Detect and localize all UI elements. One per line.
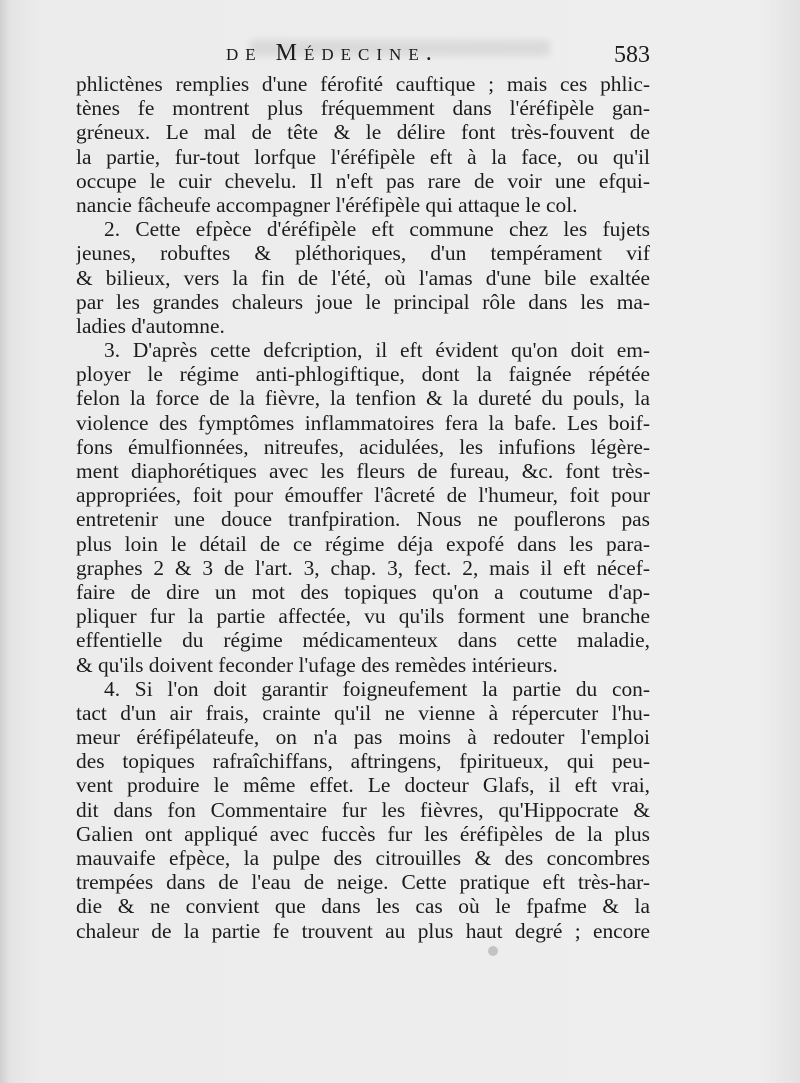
text-line: occupe le cuir chevelu. Il n'eft pas rare de voir une efqui-: [76, 168, 650, 193]
text-line: pliquer fur la partie affectée, vu qu'ils forment une branche: [76, 604, 650, 629]
text-line: tènes fe montrent plus fréquemment dans l'éréfipèle gan-: [76, 96, 650, 121]
text-line: ployer le régime anti-phlogiftique, dont la faignée répétée: [76, 362, 650, 387]
text-line: mauvaife efpèce, la pulpe des citrouilles & des concombres: [76, 846, 650, 870]
text-line: graphes 2 & 3 de l'art. 3, chap. 3, fect. 2, mais il eft nécef-: [76, 555, 650, 580]
page-number: 583: [614, 42, 650, 68]
text-line: gréneux. Le mal de tête & le délire font très-fouvent de: [76, 120, 650, 145]
text-line: tact d'un air frais, crainte qu'il ne vienne à répercuter l'hu-: [76, 700, 650, 725]
running-title: de Médecine.: [226, 40, 439, 66]
text-line: chaleur de la partie fe trouvent au plus haut degré ; encore: [76, 918, 650, 943]
text-line: fons émulfionnées, nitreufes, acidulées, les infufions légère-: [76, 434, 650, 459]
text-line: Galien ont appliqué avec fuccès fur les éréfipèles de la plus: [76, 821, 650, 846]
text-line: & bilieux, vers la fin de l'été, où l'amas d'une bile exaltée: [76, 265, 650, 290]
text-line: 2. Cette efpèce d'éréfipèle eft commune chez les fujets: [104, 217, 650, 242]
text-line: effentielle du régime médicamenteux dans cette maladie,: [76, 628, 650, 653]
text-line: nancie fâcheufe accompagner l'éréfipèle qui attaque le col.: [76, 192, 578, 217]
text-line: plus loin le détail de ce régime déja expofé dans les para-: [76, 531, 650, 556]
text-line: phlictènes remplies d'une férofité cauftique ; mais ces phlic-: [76, 72, 650, 96]
text-line: dit dans fon Commentaire fur les fièvres, qu'Hippocrate &: [76, 797, 650, 822]
text-line: felon la force de la fièvre, la tenfion & la dureté du pouls, la: [76, 386, 650, 411]
text-line: par les grandes chaleurs joue le principal rôle dans les ma-: [76, 289, 650, 314]
body-text: [76, 72, 650, 943]
running-head: [76, 40, 650, 72]
text-line: 4. Si l'on doit garantir foigneufement la partie du con-: [104, 676, 650, 701]
text-line: die & ne convient que dans les cas où le fpafme & la: [76, 894, 650, 919]
text-line: vent produire le même effet. Le docteur Glafs, il eft vrai,: [76, 773, 650, 798]
text-line: ment diaphorétiques avec les fleurs de fureau, &c. font très-: [76, 459, 650, 483]
text-line: & qu'ils doivent feconder l'ufage des remèdes intérieurs.: [76, 652, 558, 677]
text-line: ladies d'automne.: [76, 313, 225, 338]
paper-spot: [488, 946, 498, 956]
text-line: faire de dire un mot des topiques qu'on a coutume d'ap-: [76, 579, 650, 604]
text-line: trempées dans de l'eau de neige. Cette pratique eft très-har-: [76, 870, 650, 895]
text-line: entretenir une douce tranfpiration. Nous ne pouflerons pas: [76, 507, 650, 532]
text-line: jeunes, robuftes & pléthoriques, d'un tempérament vif: [76, 241, 650, 266]
text-line: violence des fymptômes inflammatoires fera la bafe. Les boif-: [76, 410, 650, 435]
text-line: la partie, fur-tout lorfque l'éréfipèle eft à la face, ou qu'il: [76, 144, 650, 169]
text-line: 3. D'après cette defcription, il eft évident qu'on doit em-: [104, 338, 650, 363]
text-line: meur éréfipélateufe, on n'a pas moins à redouter l'emploi: [76, 725, 650, 750]
text-line: des topiques rafraîchiffans, aftringens, fpiritueux, qui peu-: [76, 749, 650, 774]
text-line: appropriées, foit pour émouffer l'âcreté de l'humeur, foit pour: [76, 483, 650, 508]
